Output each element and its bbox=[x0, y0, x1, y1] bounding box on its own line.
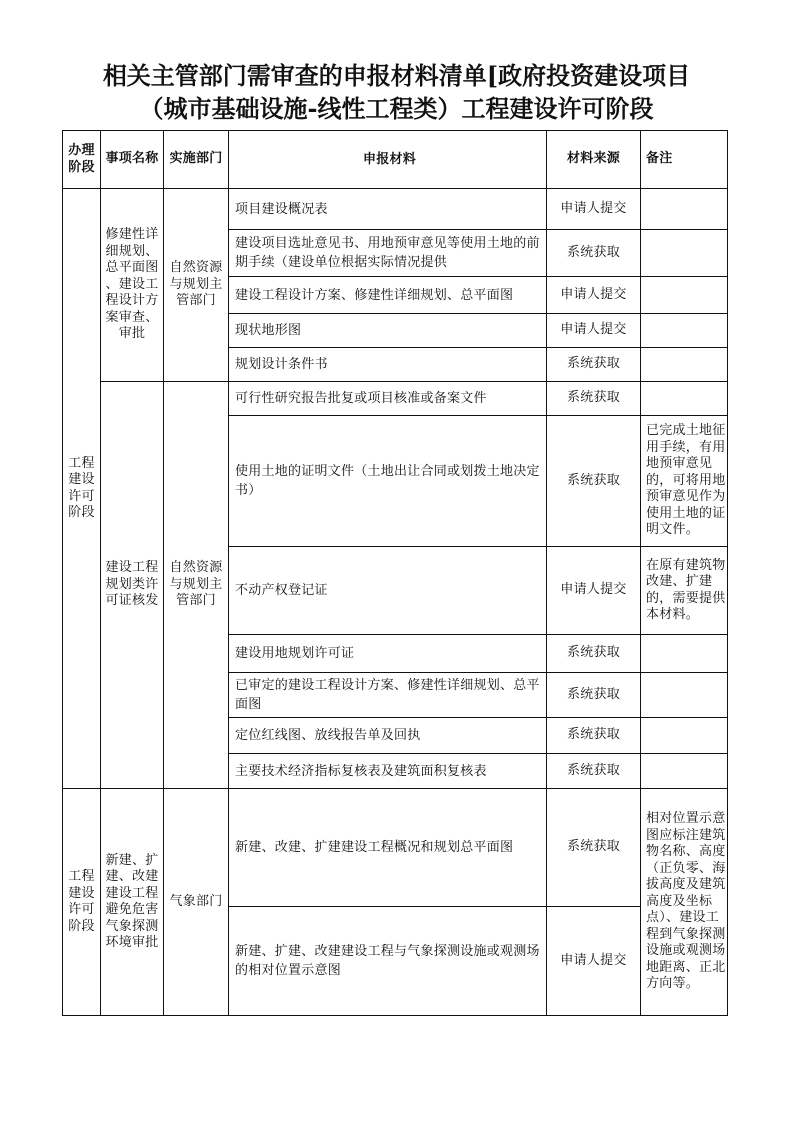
document-title-line-2: （城市基础设施-线性工程类）工程建设许可阶段 bbox=[139, 94, 654, 123]
department-cell: 自然资源与规划主管部门 bbox=[164, 189, 229, 382]
material-cell: 规划设计条件书 bbox=[229, 348, 547, 382]
source-cell: 系统获取 bbox=[547, 382, 641, 416]
header-stage: 办理阶段 bbox=[63, 131, 101, 189]
source-cell: 系统获取 bbox=[547, 635, 641, 673]
remark-cell bbox=[641, 382, 728, 416]
material-cell: 定位红线图、放线报告单及回执 bbox=[229, 718, 547, 754]
source-cell: 申请人提交 bbox=[547, 547, 641, 635]
material-cell: 现状地形图 bbox=[229, 314, 547, 348]
source-cell: 系统获取 bbox=[547, 754, 641, 789]
source-cell: 申请人提交 bbox=[547, 314, 641, 348]
material-cell: 已审定的建设工程设计方案、修建性详细规划、总平面图 bbox=[229, 673, 547, 718]
remark-cell bbox=[641, 754, 728, 789]
material-cell: 不动产权登记证 bbox=[229, 547, 547, 635]
table-row bbox=[63, 382, 728, 416]
source-cell: 系统获取 bbox=[547, 718, 641, 754]
remark-cell: 相对位置示意图应标注建筑物名称、高度（正负零、海拔高度及建筑高度及坐标点）、建设工程到气象探测设施或观测场地距离、正北方向等。 bbox=[641, 789, 728, 1016]
material-cell: 使用土地的证明文件（土地出让合同或划拨土地决定书） bbox=[229, 416, 547, 547]
material-cell: 新建、扩建、改建建设工程与气象探测设施或观测场的相对位置示意图 bbox=[229, 907, 547, 1016]
table-row bbox=[63, 189, 728, 230]
remark-cell bbox=[641, 673, 728, 718]
material-cell: 可行性研究报告批复或项目核准或备案文件 bbox=[229, 382, 547, 416]
header-row bbox=[63, 131, 728, 189]
source-cell: 系统获取 bbox=[547, 673, 641, 718]
remark-cell bbox=[641, 635, 728, 673]
material-cell: 建设项目选址意见书、用地预审意见等使用土地的前期手续（建设单位根据实际情况提供 bbox=[229, 230, 547, 277]
stage-cell: 工程建设许可阶段 bbox=[63, 189, 101, 789]
material-cell: 主要技术经济指标复核表及建筑面积复核表 bbox=[229, 754, 547, 789]
item-name-cell: 建设工程规划类许可证核发 bbox=[101, 382, 164, 789]
source-cell: 系统获取 bbox=[547, 348, 641, 382]
source-cell: 系统获取 bbox=[547, 230, 641, 277]
materials-table bbox=[62, 130, 728, 1016]
remark-cell bbox=[641, 314, 728, 348]
document-title-line-1: 相关主管部门需审查的申报材料清单[政府投资建设项目 bbox=[102, 61, 691, 90]
table-row bbox=[63, 789, 728, 907]
department-cell: 气象部门 bbox=[164, 789, 229, 1016]
header-item-name: 事项名称 bbox=[101, 131, 164, 189]
remark-cell bbox=[641, 189, 728, 230]
material-cell: 项目建设概况表 bbox=[229, 189, 547, 230]
department-cell: 自然资源与规划主管部门 bbox=[164, 382, 229, 789]
remark-cell bbox=[641, 230, 728, 277]
remark-cell: 已完成土地征用手续，有用地预审意见的，可将用地预审意见作为使用土地的证明文件。 bbox=[641, 416, 728, 547]
material-cell: 新建、改建、扩建建设工程概况和规划总平面图 bbox=[229, 789, 547, 907]
material-cell: 建设用地规划许可证 bbox=[229, 635, 547, 673]
source-cell: 系统获取 bbox=[547, 789, 641, 907]
material-cell: 建设工程设计方案、修建性详细规划、总平面图 bbox=[229, 277, 547, 314]
header-remark: 备注 bbox=[641, 131, 728, 189]
source-cell: 申请人提交 bbox=[547, 189, 641, 230]
item-name-cell: 新建、扩建、改建建设工程避免危害气象探测环境审批 bbox=[101, 789, 164, 1016]
remark-cell bbox=[641, 348, 728, 382]
remark-cell bbox=[641, 277, 728, 314]
remark-cell bbox=[641, 718, 728, 754]
source-cell: 系统获取 bbox=[547, 416, 641, 547]
header-source: 材料来源 bbox=[547, 131, 641, 189]
remark-cell: 在原有建筑物改建、扩建的，需要提供本材料。 bbox=[641, 547, 728, 635]
stage-cell: 工程建设许可阶段 bbox=[63, 789, 101, 1016]
item-name-cell: 修建性详细规划、总平面图、建设工程设计方案审查、审批 bbox=[101, 189, 164, 382]
source-cell: 申请人提交 bbox=[547, 277, 641, 314]
source-cell: 申请人提交 bbox=[547, 907, 641, 1016]
header-department: 实施部门 bbox=[164, 131, 229, 189]
header-materials: 申报材料 bbox=[229, 131, 547, 189]
